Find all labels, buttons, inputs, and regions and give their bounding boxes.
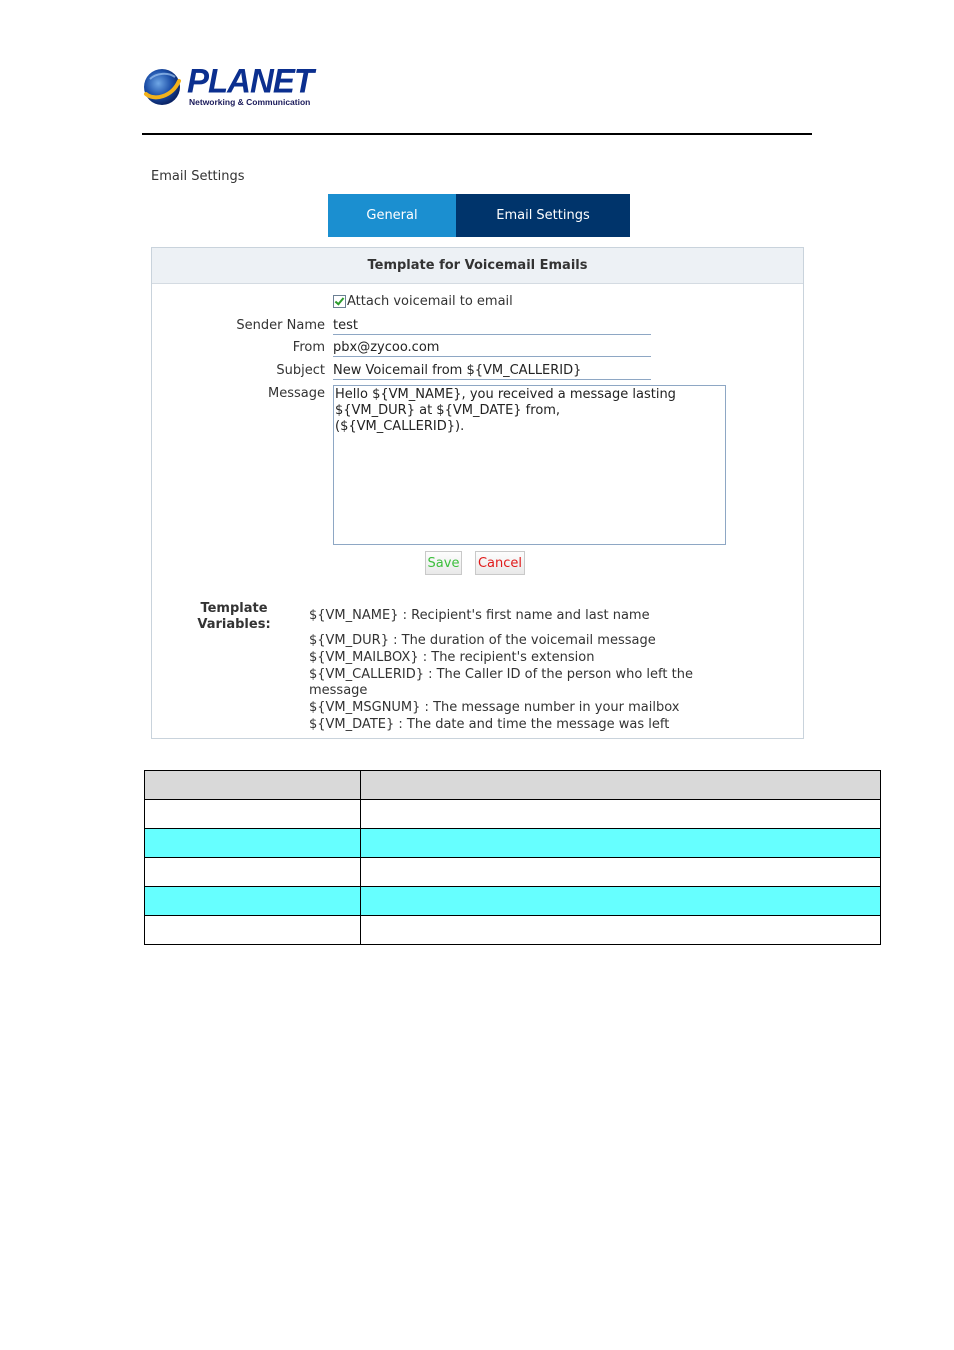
table-cell bbox=[145, 916, 361, 945]
table-cell bbox=[145, 887, 361, 916]
template-variables-label-line2: Variables: bbox=[197, 617, 271, 632]
table-cell bbox=[145, 800, 361, 829]
template-variable-item: ${VM_NAME} : Recipient's first name and last name bbox=[309, 608, 650, 623]
message-label: Message bbox=[268, 386, 325, 401]
template-variable-item: ${VM_CALLERID} : The Caller ID of the person who left the message bbox=[309, 666, 693, 699]
message-textarea[interactable] bbox=[333, 385, 726, 545]
template-variable-item: ${VM_DUR} : The duration of the voicemail message bbox=[309, 633, 656, 648]
template-variable-item: ${VM_MSGNUM} : The message number in your mailbox bbox=[309, 700, 680, 716]
attach-voicemail-checkbox[interactable] bbox=[333, 295, 346, 308]
table-cell bbox=[361, 829, 881, 858]
globe-icon bbox=[142, 67, 182, 107]
tab-bar bbox=[328, 194, 630, 237]
table-cell bbox=[145, 829, 361, 858]
table-row bbox=[145, 887, 881, 916]
table-row bbox=[145, 829, 881, 858]
attach-voicemail-row[interactable] bbox=[333, 294, 513, 309]
table-header-row bbox=[145, 771, 881, 800]
planet-logo bbox=[142, 61, 313, 110]
template-variable-item: ${VM_DATE} : The date and time the message was left bbox=[309, 716, 670, 732]
logo-wordmark: PLANET bbox=[187, 61, 313, 100]
page-title: Email Settings bbox=[151, 169, 245, 184]
table-row bbox=[145, 916, 881, 945]
subject-label: Subject bbox=[276, 363, 325, 378]
table-cell bbox=[361, 771, 881, 800]
template-variable-item: ${VM_MAILBOX} : The recipient's extension bbox=[309, 649, 595, 665]
tab-email-settings[interactable]: Email Settings bbox=[456, 194, 630, 237]
sender-name-field[interactable] bbox=[333, 318, 651, 335]
template-variables-label-line1: Template bbox=[200, 601, 268, 616]
save-button[interactable]: Save bbox=[425, 551, 462, 575]
from-label: From bbox=[292, 340, 325, 355]
table-cell bbox=[361, 858, 881, 887]
voicemail-template-panel bbox=[151, 247, 804, 739]
table-row bbox=[145, 800, 881, 829]
subject-field[interactable] bbox=[333, 363, 651, 380]
template-variables-list bbox=[309, 633, 749, 734]
header-divider bbox=[142, 133, 812, 135]
table-cell bbox=[361, 800, 881, 829]
empty-table bbox=[144, 770, 881, 945]
tab-general[interactable]: General bbox=[328, 194, 456, 237]
from-field[interactable] bbox=[333, 340, 651, 357]
sender-name-label: Sender Name bbox=[236, 318, 325, 333]
attach-voicemail-label: Attach voicemail to email bbox=[347, 294, 513, 309]
panel-title: Template for Voicemail Emails bbox=[152, 248, 803, 284]
template-variables-label bbox=[196, 601, 272, 633]
cancel-button[interactable]: Cancel bbox=[475, 551, 525, 575]
table-row bbox=[145, 858, 881, 887]
logo-tagline: Networking & Communication bbox=[189, 97, 311, 107]
table-cell bbox=[361, 887, 881, 916]
table-cell bbox=[145, 858, 361, 887]
table-cell bbox=[145, 771, 361, 800]
table-cell bbox=[361, 916, 881, 945]
